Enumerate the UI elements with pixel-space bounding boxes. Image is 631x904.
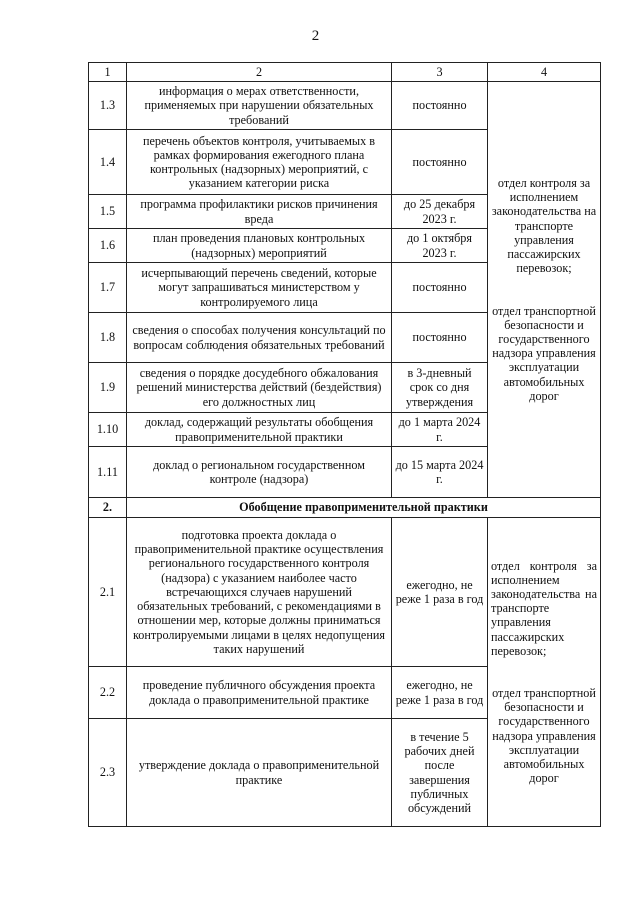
- row-number: 1.7: [89, 263, 127, 313]
- row-term: ежегодно, не реже 1 раза в год: [392, 518, 488, 667]
- row-number: 1.11: [89, 447, 127, 498]
- row-number: 2.2: [89, 667, 127, 719]
- row-term: ежегодно, не реже 1 раза в год: [392, 667, 488, 719]
- row-activity: перечень объектов контроля, учитываемых в рамках формирования ежегодного плана контрольных (надзорных) мероприятий, с указанием категории риска: [127, 130, 392, 195]
- responsible-dept-1: отдел контроля за исполнением законодательства на транспорте управления пассажирских перевозок;: [491, 176, 597, 276]
- row-term: до 1 марта 2024 г.: [392, 413, 488, 447]
- row-term: до 25 декабря 2023 г.: [392, 195, 488, 229]
- row-number: 1.8: [89, 313, 127, 363]
- activities-table: [88, 62, 601, 827]
- row-activity: информация о мерах ответственности, применяемых при нарушении обязательных требований: [127, 82, 392, 130]
- row-number: 1.4: [89, 130, 127, 195]
- header-cell: 3: [392, 63, 488, 82]
- row-number: 1.5: [89, 195, 127, 229]
- row-activity: программа профилактики рисков причинения вреда: [127, 195, 392, 229]
- row-number: 1.10: [89, 413, 127, 447]
- row-activity: подготовка проекта доклада о правоприменительной практике осуществления регионального государственного контроля (надзора) с указанием наиболее часто встречающихся случаев нарушений обязательных требований, с рекомендациями в отношении мер, которые должны приниматься контролируемыми лицами в целях недопущения таких нарушений: [127, 518, 392, 667]
- row-term: постоянно: [392, 130, 488, 195]
- row-term: постоянно: [392, 82, 488, 130]
- row-activity: исчерпывающий перечень сведений, которые могут запрашиваться министерством у контролируемого лица: [127, 263, 392, 313]
- table-row: [89, 82, 601, 130]
- responsible-cell: [488, 518, 601, 827]
- row-activity: план проведения плановых контрольных (надзорных) мероприятий: [127, 229, 392, 263]
- row-activity: сведения о способах получения консультаций по вопросам соблюдения обязательных требований: [127, 313, 392, 363]
- row-term: постоянно: [392, 263, 488, 313]
- row-number: 1.6: [89, 229, 127, 263]
- row-activity: утверждение доклада о правоприменительной практике: [127, 719, 392, 827]
- row-number: 2.3: [89, 719, 127, 827]
- responsible-dept-2: отдел транспортной безопасности и государственного надзора управления эксплуатации автомобильных дорог: [492, 686, 596, 786]
- responsible-cell: [488, 82, 601, 498]
- row-activity: доклад, содержащий результаты обобщения правоприменительной практики: [127, 413, 392, 447]
- section-number: 2.: [89, 498, 127, 518]
- row-term: до 1 октября 2023 г.: [392, 229, 488, 263]
- row-activity: доклад о региональном государственном контроле (надзора): [127, 447, 392, 498]
- row-activity: сведения о порядке досудебного обжалования решений министерства действий (бездействия) его должностных лиц: [127, 363, 392, 413]
- responsible-dept-2: отдел транспортной безопасности и государственного надзора управления эксплуатации автомобильных дорог: [492, 303, 596, 403]
- row-term: до 15 марта 2024 г.: [392, 447, 488, 498]
- header-cell: 1: [89, 63, 127, 82]
- row-activity: проведение публичного обсуждения проекта доклада о правоприменительной практике: [127, 667, 392, 719]
- row-term: в течение 5 рабочих дней после завершения публичных обсуждений: [392, 719, 488, 827]
- page-number: 2: [311, 28, 320, 44]
- row-number: 1.3: [89, 82, 127, 130]
- responsible-dept-1: отдел контроля за исполнением законодательства на транспорте управления пассажирских перевозок;: [491, 558, 597, 658]
- section-title: Обобщение правоприменительной практики: [127, 498, 601, 518]
- row-number: 2.1: [89, 518, 127, 667]
- section-heading-row: [89, 498, 601, 518]
- row-term: постоянно: [392, 313, 488, 363]
- header-cell: 2: [127, 63, 392, 82]
- row-term: в 3-дневный срок со дня утверждения: [392, 363, 488, 413]
- row-number: 1.9: [89, 363, 127, 413]
- table-header-row: [89, 63, 601, 82]
- header-cell: 4: [488, 63, 601, 82]
- table-row: [89, 518, 601, 667]
